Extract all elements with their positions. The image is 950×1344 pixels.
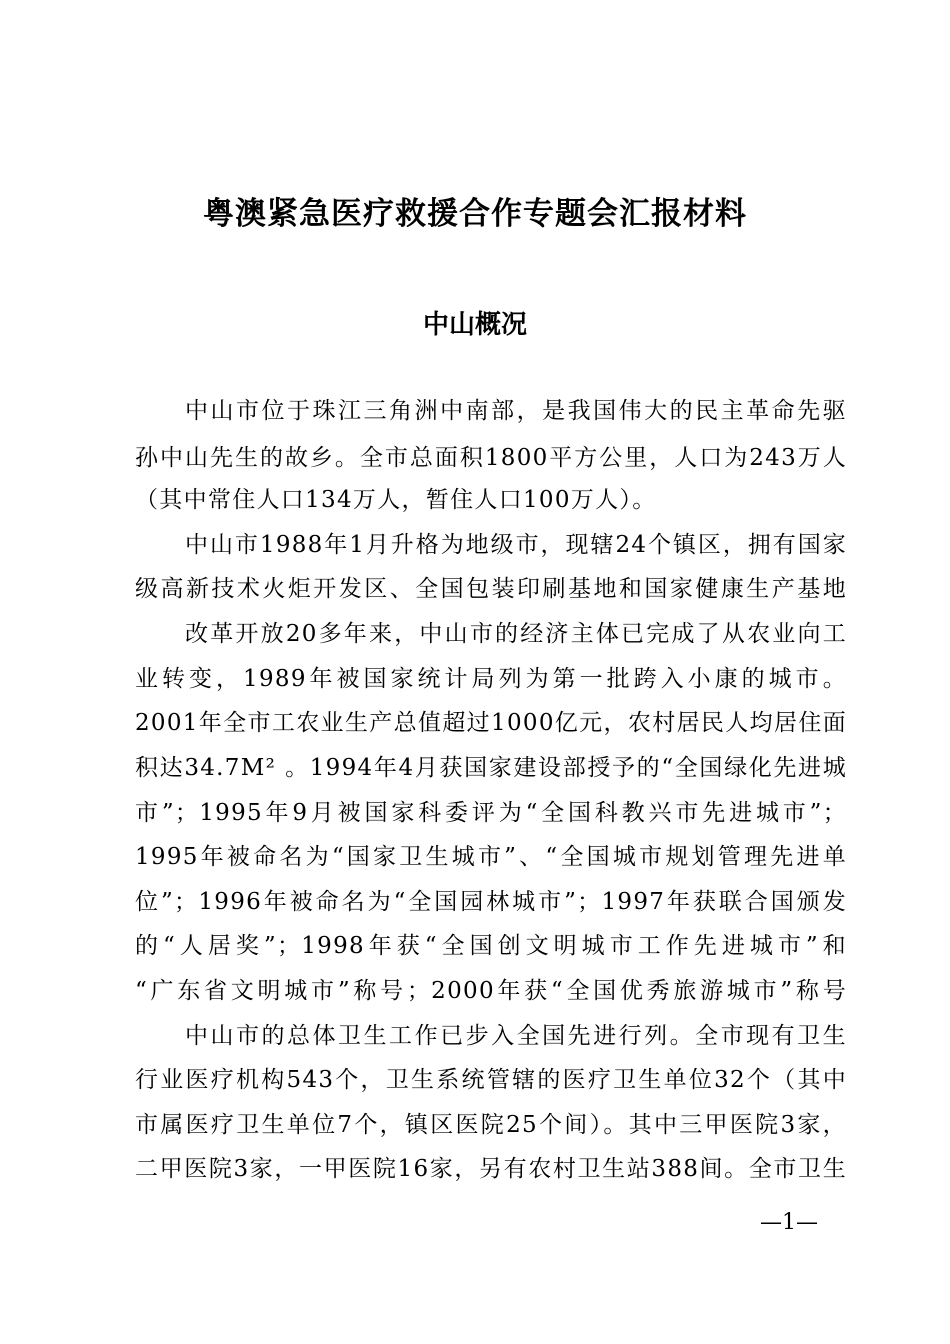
paragraph-line: 中山市位于珠江三角洲中南部，是我国伟大的民主革命先驱 [185,398,847,424]
paragraph-line: （其中常住人口134万人，暂住人口100万人）。 [135,487,657,513]
paragraph-line: 中山市的总体卫生工作已步入全国先进行列。全市现有卫生 [185,1023,847,1049]
paragraph-line: 市”；1995年9月被国家科委评为“全国科教兴市先进城市”； [135,800,847,826]
page-number: —1— [760,1210,818,1235]
paragraph-line: 积达34.7M² 。1994年4月获国家建设部授予的“全国绿化先进城 [135,755,847,781]
paragraph-line: 中山市1988年1月升格为地级市，现辖24个镇区，拥有国家 [185,532,847,558]
section-title: 中山概况 [422,310,527,340]
paragraph-line: 孙中山先生的故乡。全市总面积1800平方公里，人口为243万人 [135,445,847,471]
paragraph-line: 业转变，1989年被国家统计局列为第一批跨入小康的城市。 [135,666,847,692]
paragraph-line: 1995年被命名为“国家卫生城市”、“全国城市规划管理先进单 [135,844,847,870]
paragraph-line: 行业医疗机构543个，卫生系统管辖的医疗卫生单位32个（其中 [135,1067,847,1093]
paragraph-line: 的“人居奖”；1998年获“全国创文明城市工作先进城市”和 [135,933,847,959]
paragraph-line: 二甲医院3家，一甲医院16家，另有农村卫生站388间。全市卫生 [135,1156,847,1182]
paragraph-line: 2001年全市工农业生产总值超过1000亿元，农村居民人均居住面 [135,710,847,736]
paragraph-line: 市属医疗卫生单位7个，镇区医院25个间）。其中三甲医院3家， [135,1112,847,1138]
paragraph-line: “广东省文明城市”称号；2000年获“全国优秀旅游城市”称号 [135,978,847,1004]
paragraph-line: 改革开放20多年来，中山市的经济主体已完成了从农业向工 [185,621,847,647]
paragraph-line: 级高新技术火炬开发区、全国包装印刷基地和国家健康生产基地 [135,576,847,602]
paragraph-line: 位”；1996年被命名为“全国园林城市”；1997年获联合国颁发 [135,889,847,915]
document-title: 粤澳紧急医疗救援合作专题会汇报材料 [203,196,747,232]
